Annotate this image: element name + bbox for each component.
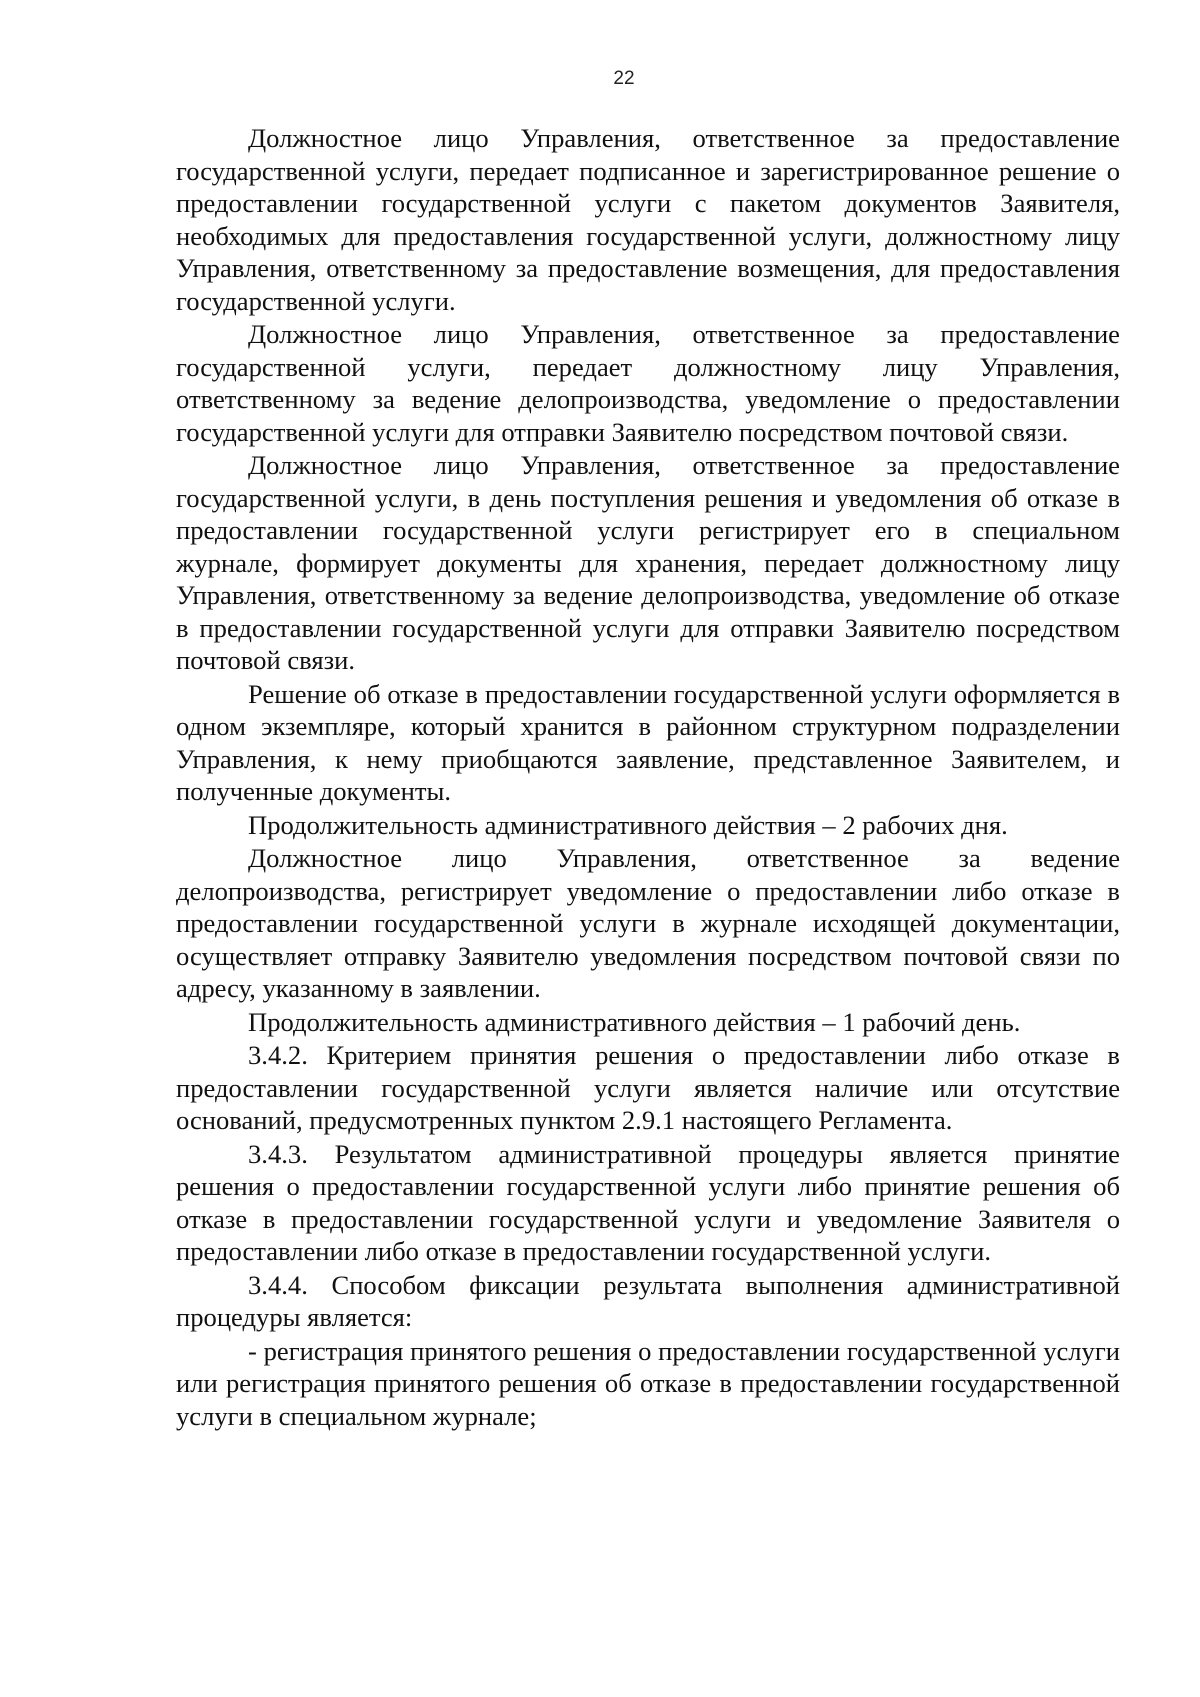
document-body [176, 122, 1120, 1432]
paragraph-transfer-decision: Должностное лицо Управления, ответственное за предоставление государственной услуги, передает подписанное и зарегистрированное решение о предоставлении государственной услуги с пакетом документов Заявителя, необходимых для предоставления государственной услуги, должностному лицу Управления, ответственному за предоставление возмещения, для предоставления государственной услуги. [176, 123, 1120, 316]
paragraph-duration-1-day: Продолжительность административного действия – 1 рабочий день. [248, 1006, 1021, 1037]
paragraph-outgoing-registration: Должностное лицо Управления, ответственное за ведение делопроизводства, регистрирует уведомление о предоставлении либо отказе в предоставлении государственной услуги в журнале исходящей документации, осуществляет отправку Заявителю уведомления посредством почтовой связи по адресу, указанному в заявлении. [176, 843, 1120, 1003]
paragraph-3-4-4: 3.4.4. Способом фиксации результата выполнения административной процедуры является: [176, 1269, 1120, 1332]
list-item-registration: - регистрация принятого решения о предоставлении государственной услуги или регистрация принятого решения об отказе в предоставлении государственной услуги в специальном журнале; [176, 1335, 1120, 1431]
paragraph-3-4-2: 3.4.2. Критерием принятия решения о предоставлении либо отказе в предоставлении государственной услуги является наличие или отсутствие оснований, предусмотренных пунктом 2.9.1 настоящего Регламента. [176, 1040, 1120, 1135]
paragraph-3-4-3: 3.4.3. Результатом административной процедуры является принятие решения о предоставлении государственной услуги либо принятие решения об отказе в предоставлении государственной услуги и уведомление Заявителя о предоставлении либо отказе в предоставлении государственной услуги. [176, 1138, 1120, 1266]
paragraph-duration-2-days: Продолжительность административного действия – 2 рабочих дня. [248, 809, 1008, 840]
paragraph-transfer-notification: Должностное лицо Управления, ответственное за предоставление государственной услуги, передает должностному лицу Управления, ответственному за ведение делопроизводства, уведомление о предоставлении государственной услуги для отправки Заявителю посредством почтовой связи. [176, 319, 1120, 447]
page-number: 22 [613, 68, 635, 89]
paragraph-refusal-storage: Решение об отказе в предоставлении государственной услуги оформляется в одном экземпляре, который хранится в районном структурном подразделении Управления, к нему приобщаются заявление, представленное Заявителем, и полученные документы. [176, 678, 1120, 806]
paragraph-refusal-registration: Должностное лицо Управления, ответственное за предоставление государственной услуги, в день поступления решения и уведомления об отказе в предоставлении государственной услуги регистрирует его в специальном журнале, формирует документы для хранения, передает должностному лицу Управления, ответственному за ведение делопроизводства, уведомление об отказе в предоставлении государственной услуги для отправки Заявителю посредством почтовой связи. [176, 450, 1120, 675]
